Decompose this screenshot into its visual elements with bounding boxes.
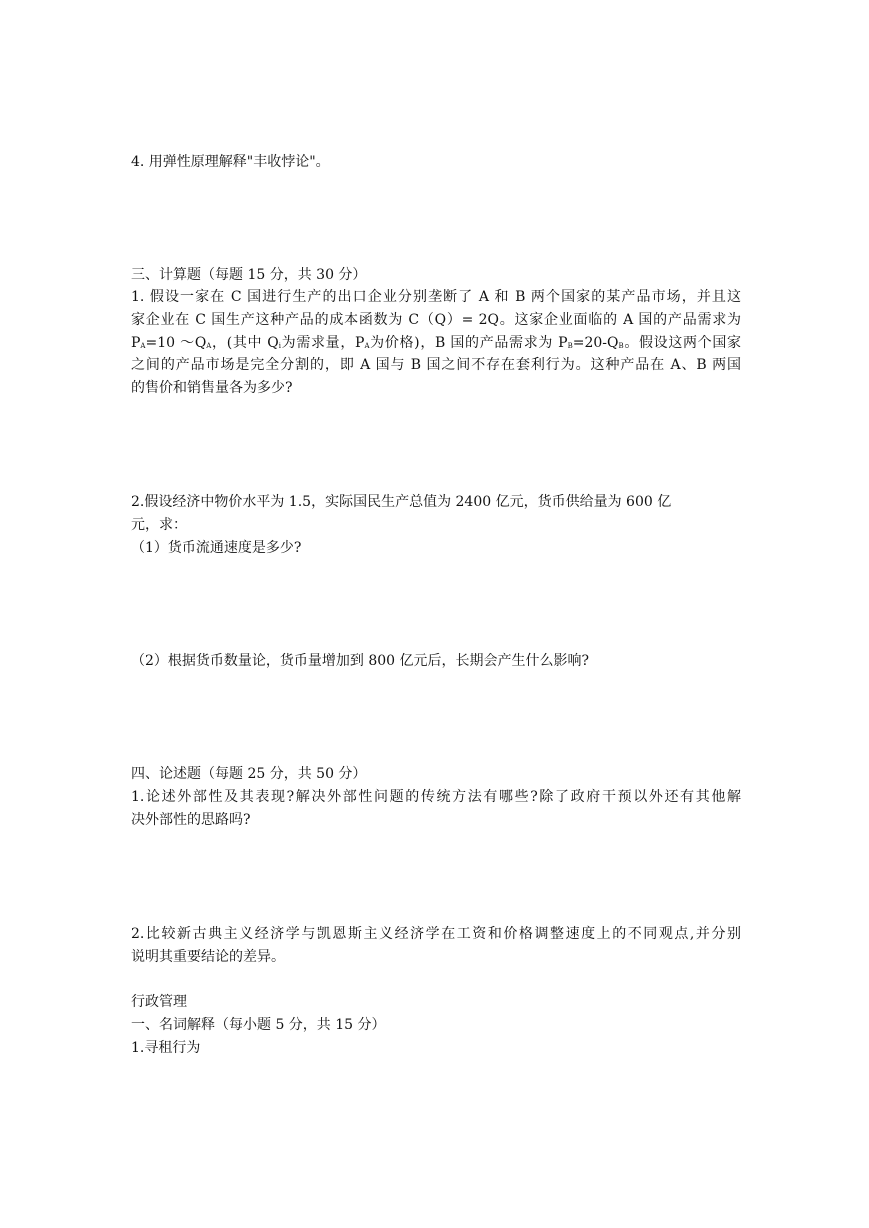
s3q2-sub-2: （2）根据货币数量论，货币量增加到 800 亿元后，长期会产生什么影响?: [131, 653, 590, 669]
admin-title: 行政管理: [131, 994, 187, 1010]
s3q1-line-4: 之间的产品市场是完全分割的，即 A 国与 B 国之间不存在套利行为。这种产品在 A、B 两国: [131, 357, 741, 374]
section-4-question-1: [131, 786, 741, 832]
s4q1-line-2: 决外部性的思路吗?: [131, 811, 251, 828]
section-4-heading: 四、论述题（每题 25 分，共 50 分）: [131, 766, 367, 782]
s3q2-sub-1: （1）货币流通速度是多少?: [131, 540, 302, 556]
s3q1-line-5: 的售价和销售量各为多少?: [131, 380, 293, 397]
s4q2-line-1: 2.比较新古典主义经济学与凯恩斯主义经济学在工资和价格调整速度上的不同观点,并分别: [131, 926, 741, 942]
section-3-heading: 三、计算题（每题 15 分，共 30 分）: [131, 267, 367, 283]
question-4: 4. 用弹性原理解释"丰收悖论"。: [131, 154, 330, 170]
s3q1-line-3: $P_A=10$ $\sim Q_A$，(其中 $Q_i$为需求量，$P_A$为价格)，B 国的产品需求为 $P_B=20-Q_B$。假设这两个国家: [131, 334, 742, 351]
section-4-question-2: [131, 923, 741, 969]
s3q2-line-1: 2.假设经济中物价水平为 1.5，实际国民生产总值为 2400 亿元，货币供给量为 600 亿: [131, 494, 672, 510]
admin-question-1: 1.寻租行为: [131, 1040, 201, 1056]
s4q1-line-1: 1.论述外部性及其表现?解决外部性问题的传统方法有哪些?除了政府干预以外还有其他解: [131, 789, 741, 805]
admin-section-heading: 一、名词解释（每小题 5 分，共 15 分）: [131, 1017, 386, 1033]
s3q2-line-2: 元，求：: [131, 517, 187, 533]
s3q1-line-2: 家企业在 C 国生产这种产品的成本函数为 C（Q）= 2Q。这家企业面临的 A 国的产品需求为: [131, 311, 741, 328]
s4q2-line-2: 说明其重要结论的差异。: [131, 948, 285, 965]
s3q1-line-1: 1. 假设一家在 C 国进行生产的出口企业分别垄断了 A 和 B 两个国家的某产品市场，并且这: [131, 289, 741, 305]
section-3-question-1: [131, 286, 741, 400]
